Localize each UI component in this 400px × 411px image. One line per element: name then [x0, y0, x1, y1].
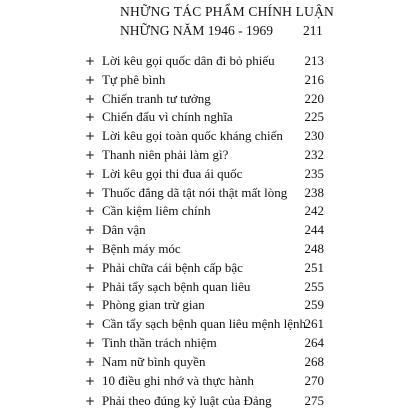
toc-entry-title: Dân vận	[102, 222, 146, 238]
bullet-icon: +	[85, 298, 96, 313]
section-title-line2: NHỮNG NĂM 1946 - 1969	[120, 23, 273, 38]
toc-entry-title: Tự phê bình	[102, 71, 166, 87]
bullet-icon: +	[85, 373, 96, 388]
toc-entry	[0, 165, 400, 184]
toc-entry	[0, 108, 400, 127]
toc-entry-title: Phải theo đúng kỷ luật của Đảng	[102, 393, 272, 409]
toc-entry-page: 268	[304, 353, 324, 369]
toc-entry-title: Chiến tranh tư tưởng	[102, 90, 211, 106]
toc-entry	[0, 390, 400, 409]
toc-entry-title: Lời kêu gọi thi đua ái quốc	[102, 165, 243, 181]
bullet-icon: +	[85, 260, 96, 275]
toc-entry-title: Cần kiệm liêm chính	[102, 203, 211, 219]
toc-entry-page: 220	[304, 90, 324, 106]
toc-entry-title: Tinh thần trách nhiệm	[102, 334, 217, 350]
toc-entry-title: 10 điều ghi nhớ và thực hành	[102, 372, 254, 388]
toc-entry	[0, 202, 400, 221]
toc-entry-title: Phải chữa cái bệnh cấp bậc	[102, 259, 243, 275]
toc-entry-title: Phải tẩy sạch bệnh quan liêu	[102, 278, 251, 294]
toc-entry-page: 232	[304, 146, 324, 162]
bullet-icon: +	[85, 317, 96, 332]
toc-entry-page: 270	[304, 372, 324, 388]
bullet-icon: +	[85, 185, 96, 200]
bullet-icon: +	[85, 279, 96, 294]
toc-entry	[0, 221, 400, 240]
bullet-icon: +	[85, 91, 96, 106]
toc-entry-page: 255	[304, 278, 324, 294]
toc-entry-page: 242	[304, 203, 324, 219]
bullet-icon: +	[85, 354, 96, 369]
toc-entry-title: Bệnh máy móc	[102, 240, 181, 256]
bullet-icon: +	[85, 394, 96, 409]
toc-entry	[0, 52, 400, 71]
bullet-icon: +	[85, 204, 96, 219]
toc-entry	[0, 71, 400, 90]
toc-entry	[0, 90, 400, 109]
toc-entry	[0, 315, 400, 334]
toc-entry-page: 235	[304, 165, 324, 181]
bullet-icon: +	[85, 147, 96, 162]
toc-entry-page: 275	[304, 393, 324, 409]
toc-entry-page: 216	[304, 71, 324, 87]
bullet-icon: +	[85, 54, 96, 68]
section-title-line1: NHỮNG TÁC PHẨM CHÍNH LUẬN	[120, 4, 334, 19]
bullet-icon: +	[85, 166, 96, 181]
toc-entry-page: 230	[304, 128, 324, 144]
toc-entry-title: Thanh niên phải làm gì?	[102, 146, 229, 162]
toc-entry-page: 264	[304, 334, 324, 350]
toc-entry	[0, 278, 400, 297]
toc-entry	[0, 334, 400, 353]
toc-entry-page: 225	[304, 109, 324, 125]
toc-entry	[0, 184, 400, 203]
bullet-icon: +	[85, 241, 96, 256]
toc-entry-page: 213	[304, 53, 324, 68]
toc-entry	[0, 372, 400, 391]
toc-entry-page: 261	[304, 316, 324, 332]
toc-entry-title: Lời kêu gọi quốc dân đi bỏ phiếu	[102, 53, 275, 68]
toc-entry-title: Chiến đấu vì chính nghĩa	[102, 109, 233, 125]
toc-entry	[0, 259, 400, 278]
toc-entry-title: Lời kêu gọi toàn quốc kháng chiến	[102, 128, 283, 144]
bullet-icon: +	[85, 335, 96, 350]
toc-entry-page: 259	[304, 297, 324, 313]
toc-entry-page: 251	[304, 259, 324, 275]
section-page-number: 211	[303, 23, 323, 38]
toc-entry	[0, 146, 400, 165]
toc-entry-title: Phòng gian trừ gian	[102, 297, 205, 313]
toc-entry	[0, 353, 400, 372]
toc-entry	[0, 296, 400, 315]
toc-entry	[0, 240, 400, 259]
toc-entry-page: 238	[304, 184, 324, 200]
bullet-icon: +	[85, 110, 96, 125]
bullet-icon: +	[85, 72, 96, 87]
bullet-icon: +	[85, 223, 96, 238]
toc-entry-title: Cần tẩy sạch bệnh quan liêu mệnh lệnh	[102, 316, 306, 332]
bullet-icon: +	[85, 129, 96, 144]
toc-entry	[0, 127, 400, 146]
table-of-contents	[0, 52, 400, 409]
toc-entry-title: Thuốc đắng dã tật nói thật mất lòng	[102, 184, 288, 200]
toc-entry-title: Nam nữ bình quyền	[102, 353, 206, 369]
toc-entry-page: 248	[304, 240, 324, 256]
toc-entry-page: 244	[304, 222, 324, 238]
